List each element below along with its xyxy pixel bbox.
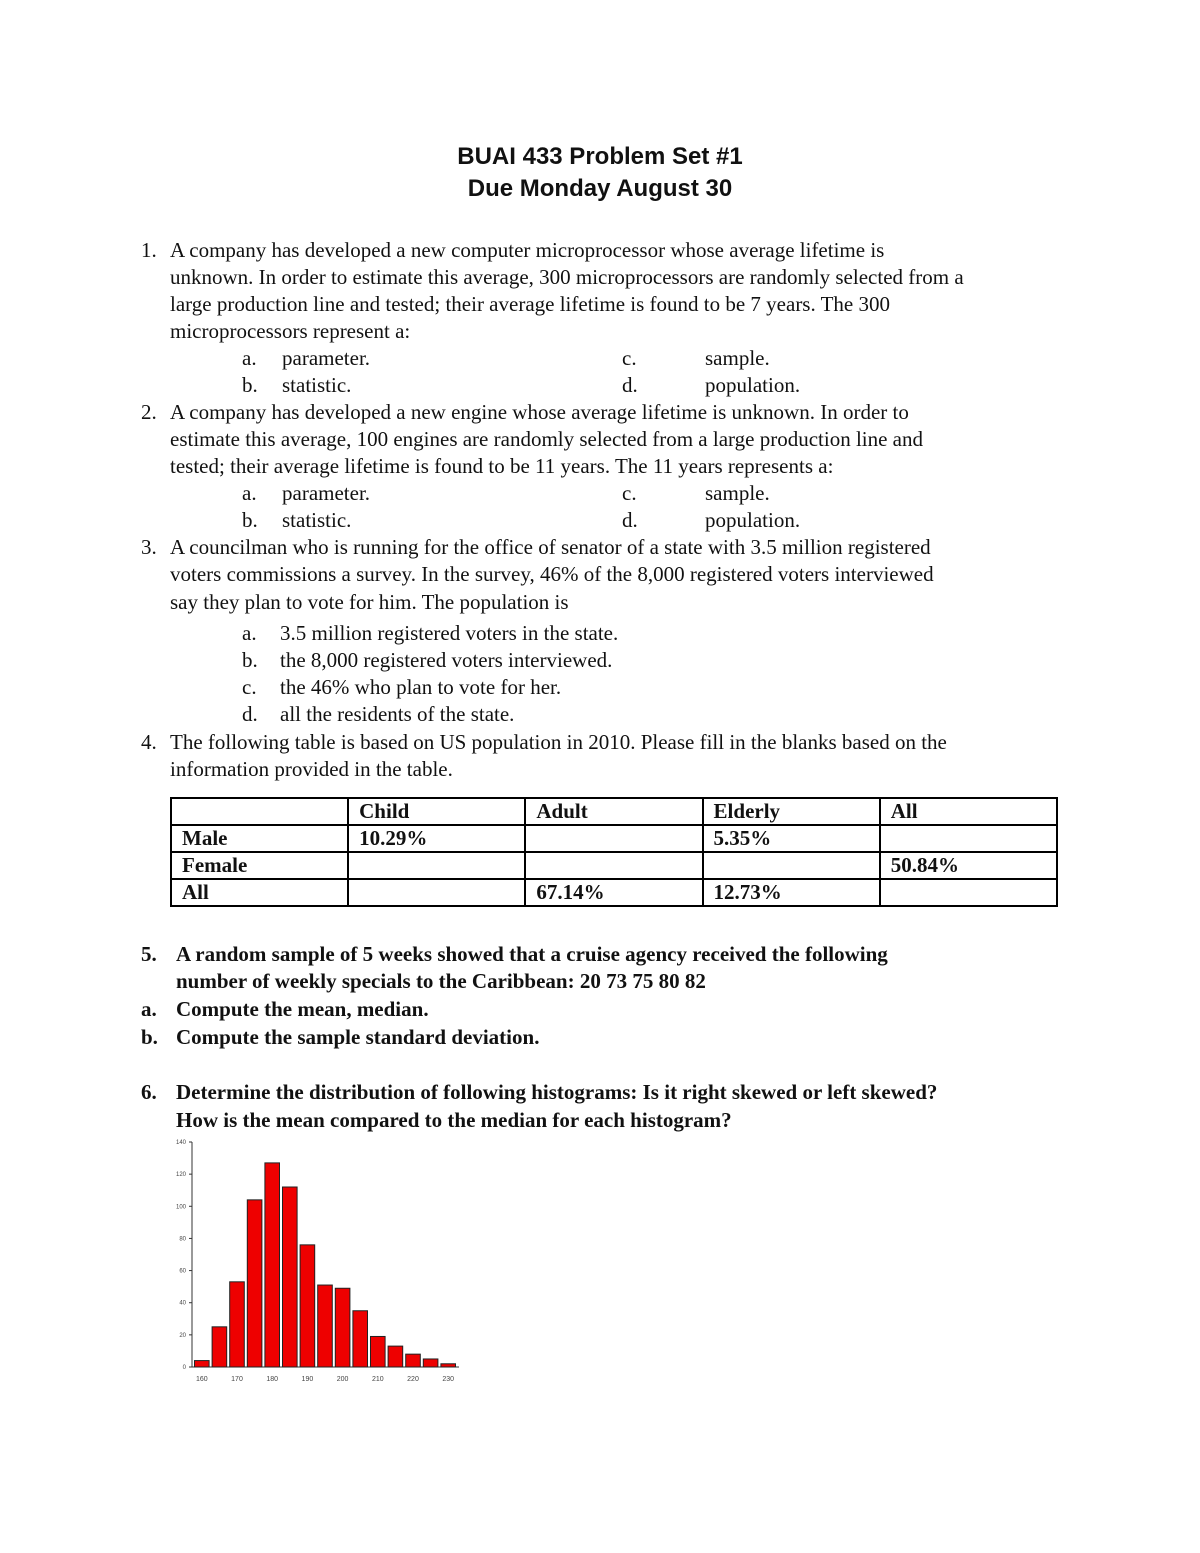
table-cell: 10.29% <box>348 825 525 852</box>
y-tick-label: 80 <box>179 1236 186 1243</box>
histogram-bar <box>388 1346 403 1367</box>
histogram-bar <box>283 1187 298 1367</box>
option-text: the 46% who plan to vote for her. <box>280 675 562 699</box>
option-text: population. <box>705 508 801 532</box>
histogram-bar <box>247 1200 262 1367</box>
option-text: sample. <box>705 481 770 505</box>
option-text: 3.5 million registered voters in the state. <box>280 621 619 645</box>
question-text: tested; their average lifetime is found to be 11 years. The 11 years represents a: <box>170 454 834 478</box>
question-text: Determine the distribution of following histograms: Is it right skewed or left skewed? <box>176 1080 938 1104</box>
table-cell: 5.35% <box>703 825 880 852</box>
option-label: b. <box>242 508 258 532</box>
question-text: A random sample of 5 weeks showed that a cruise agency received the following <box>176 942 888 966</box>
question-text: A company has developed a new computer microprocessor whose average lifetime is <box>170 238 885 262</box>
option-text: parameter. <box>282 346 371 370</box>
option-label: d. <box>622 508 638 532</box>
x-tick-label: 230 <box>442 1376 455 1383</box>
histogram-bar <box>265 1163 280 1367</box>
option-label: d. <box>622 373 638 397</box>
y-tick-label: 60 <box>179 1268 186 1275</box>
table-row <box>171 825 1057 852</box>
option-text: the 8,000 registered voters interviewed. <box>280 648 613 672</box>
table-cell <box>348 879 525 906</box>
y-tick-label: 100 <box>175 1204 186 1211</box>
question-text: A company has developed a new engine whose average lifetime is unknown. In order to <box>170 400 909 424</box>
x-tick-label: 170 <box>231 1376 243 1383</box>
question-text: How is the mean compared to the median for each histogram? <box>176 1108 732 1132</box>
option-label: a. <box>242 481 257 505</box>
histogram-bar <box>353 1311 368 1367</box>
table-cell: Male <box>171 825 348 852</box>
table-cell: Adult <box>525 798 702 825</box>
table-cell <box>880 879 1057 906</box>
table-header-row <box>171 798 1057 825</box>
question-text: voters commissions a survey. In the survey, 46% of the 8,000 registered voters interviewed <box>170 562 934 586</box>
question-number: 3. <box>141 535 157 559</box>
histogram-bar <box>230 1282 245 1367</box>
question-text: unknown. In order to estimate this average, 300 microprocessors are randomly selected from a <box>170 265 964 289</box>
question-text: say they plan to vote for him. The population is <box>170 590 569 614</box>
question-text: microprocessors represent a: <box>170 319 411 343</box>
y-tick-label: 0 <box>182 1365 186 1371</box>
option-text: all the residents of the state. <box>280 702 515 726</box>
histogram-bar <box>212 1327 227 1367</box>
option-label: a. <box>242 621 257 645</box>
y-tick-label: 20 <box>179 1332 186 1339</box>
page-title: BUAI 433 Problem Set #1 <box>457 143 743 170</box>
question-text: number of weekly specials to the Caribbean: 20 73 75 80 82 <box>176 969 706 993</box>
question-number: 5. <box>141 942 157 966</box>
table-row <box>171 852 1057 879</box>
histogram-bar <box>300 1245 315 1367</box>
question-number: 1. <box>141 238 157 262</box>
histogram-bar <box>195 1361 210 1367</box>
question-number: 4. <box>141 730 157 754</box>
option-label: c. <box>622 481 637 505</box>
y-tick-label: 140 <box>175 1140 186 1146</box>
table-cell <box>525 852 702 879</box>
x-tick-label: 210 <box>371 1376 384 1383</box>
histogram-chart <box>160 1135 470 1390</box>
option-text: statistic. <box>282 373 352 397</box>
histogram-bar <box>318 1285 333 1367</box>
x-tick-label: 190 <box>301 1376 314 1383</box>
question-text: estimate this average, 100 engines are randomly selected from a large production line and <box>170 427 924 451</box>
table-cell: Child <box>348 798 525 825</box>
option-text: parameter. <box>282 481 371 505</box>
due-date: Due Monday August 30 <box>467 175 733 202</box>
histogram-bar <box>406 1354 421 1367</box>
y-tick-label: 40 <box>179 1300 186 1307</box>
x-tick-label: 220 <box>407 1376 419 1383</box>
option-text: sample. <box>705 346 770 370</box>
part-label: a. <box>141 997 157 1021</box>
question-text: The following table is based on US population in 2010. Please fill in the blanks based on the <box>170 730 947 754</box>
table-cell: 12.73% <box>703 879 880 906</box>
population-table <box>170 797 1058 907</box>
table-cell: 67.14% <box>525 879 702 906</box>
histogram-bar <box>335 1288 350 1367</box>
x-tick-label: 200 <box>336 1376 349 1383</box>
table-cell <box>348 852 525 879</box>
part-text: Compute the mean, median. <box>176 997 429 1021</box>
table-cell: All <box>880 798 1057 825</box>
option-text: population. <box>705 373 801 397</box>
table-cell: Elderly <box>703 798 880 825</box>
table-cell <box>703 852 880 879</box>
table-cell <box>171 798 348 825</box>
histogram-bar <box>371 1336 386 1367</box>
x-tick-label: 180 <box>266 1376 279 1383</box>
histogram-bar <box>441 1364 456 1367</box>
option-label: c. <box>622 346 637 370</box>
question-number: 2. <box>141 400 157 424</box>
table-cell: All <box>171 879 348 906</box>
option-label: b. <box>242 648 258 672</box>
x-tick-label: 160 <box>195 1376 208 1383</box>
option-label: c. <box>242 675 257 699</box>
table-row <box>171 879 1057 906</box>
table-cell: Female <box>171 852 348 879</box>
question-number: 6. <box>141 1080 157 1104</box>
question-text: A councilman who is running for the office of senator of a state with 3.5 million registered <box>170 535 931 559</box>
histogram-bar <box>423 1359 438 1367</box>
question-text: large production line and tested; their average lifetime is found to be 7 years. The 300 <box>170 292 890 316</box>
option-text: statistic. <box>282 508 352 532</box>
part-label: b. <box>141 1025 158 1049</box>
table-cell <box>880 825 1057 852</box>
y-tick-label: 120 <box>175 1172 186 1179</box>
option-label: d. <box>242 702 258 726</box>
part-text: Compute the sample standard deviation. <box>176 1025 540 1049</box>
question-text: information provided in the table. <box>170 757 453 781</box>
table-cell <box>525 825 702 852</box>
option-label: b. <box>242 373 258 397</box>
table-cell: 50.84% <box>880 852 1057 879</box>
option-label: a. <box>242 346 257 370</box>
